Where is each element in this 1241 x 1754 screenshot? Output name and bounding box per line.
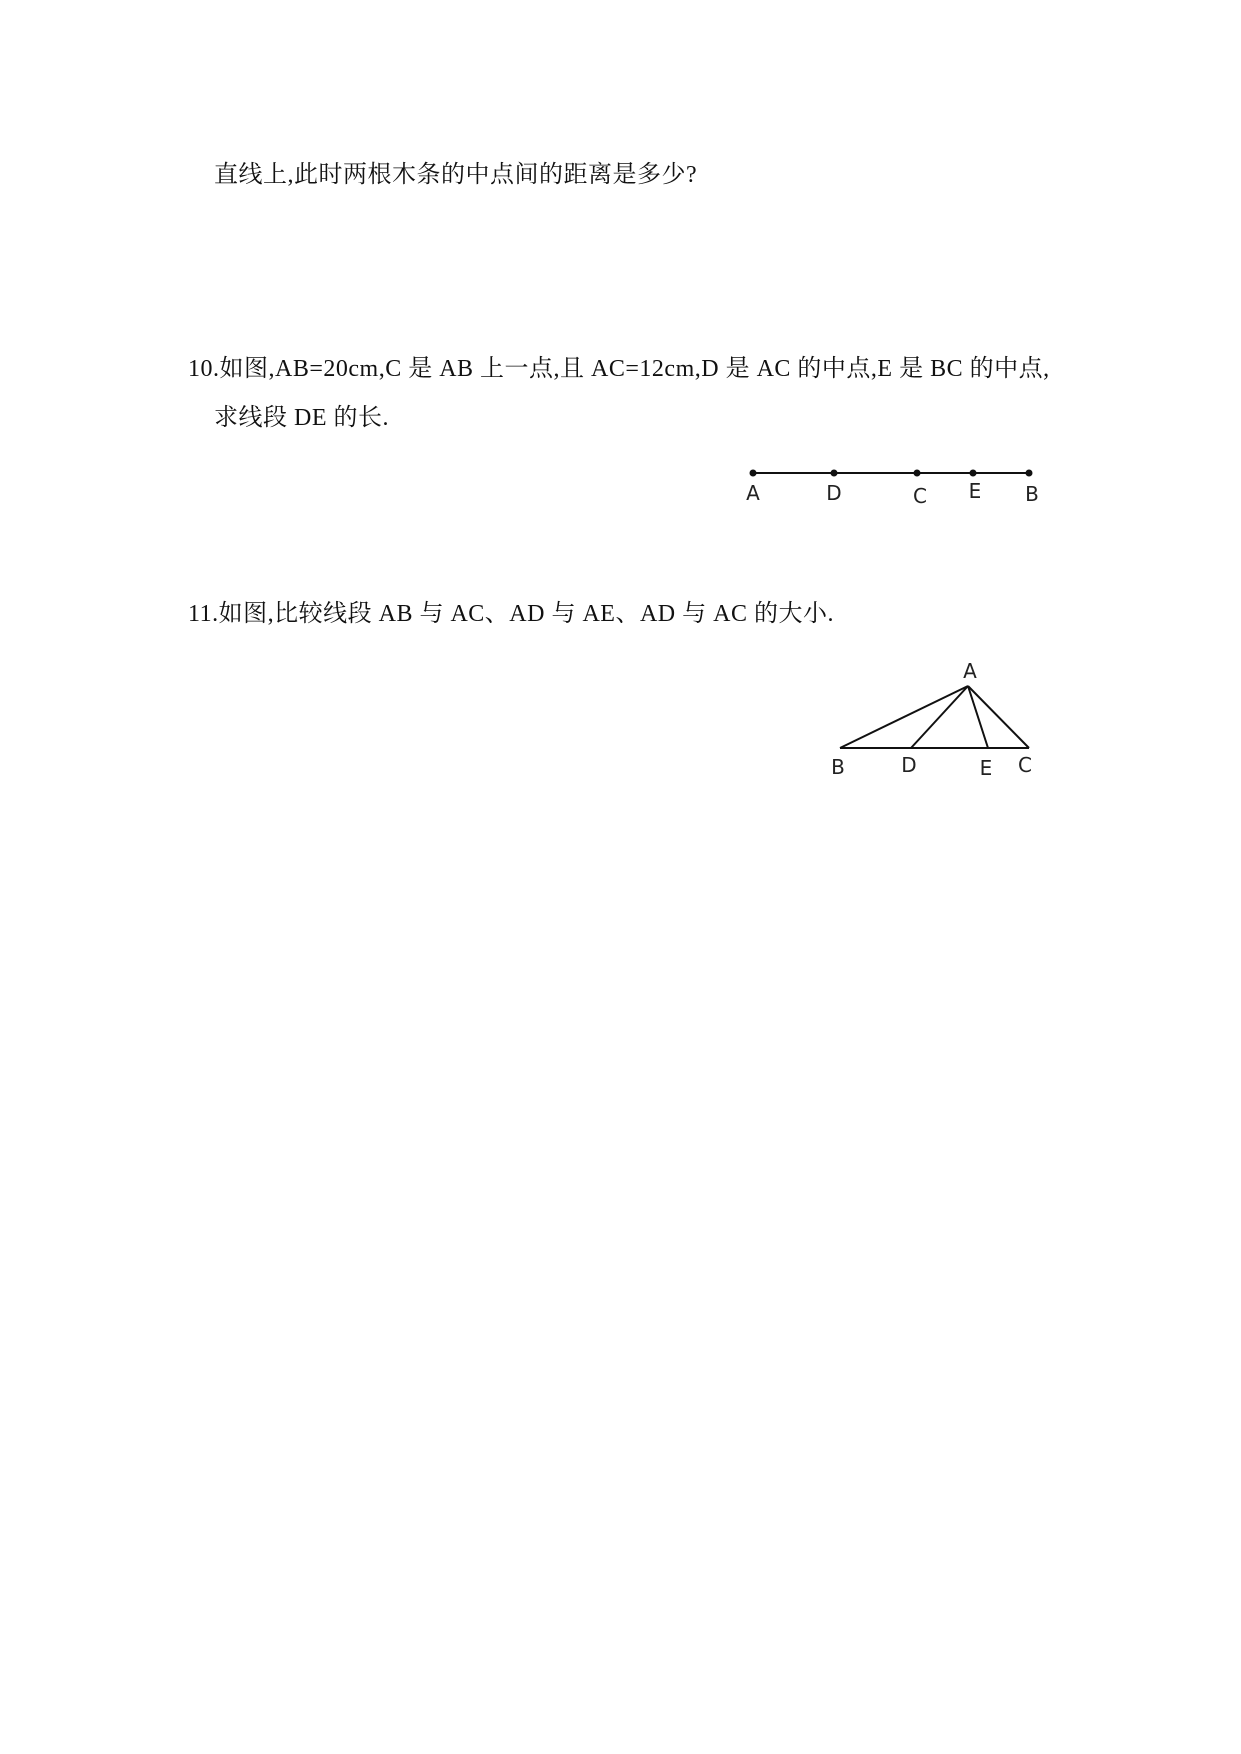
segment-ab: [840, 686, 968, 748]
problem10-segment-figure: [730, 455, 1050, 515]
label-c: C: [913, 484, 927, 508]
label-d: D: [901, 753, 917, 777]
point-e: [970, 470, 977, 477]
label-c: C: [1018, 753, 1032, 777]
point-b: [1026, 470, 1033, 477]
label-a: A: [746, 481, 760, 505]
label-b: B: [831, 755, 845, 779]
problem11-triangle-figure: [820, 650, 1050, 780]
point-d: [831, 470, 838, 477]
problem10-text-line2: 求线段 DE 的长.: [214, 405, 389, 431]
label-a: A: [963, 659, 977, 683]
problem9-continuation: 直线上,此时两根木条的中点间的距离是多少?: [214, 162, 698, 188]
label-b: B: [1025, 482, 1039, 506]
segment-ad: [911, 686, 968, 748]
point-c: [914, 470, 921, 477]
label-d: D: [826, 481, 842, 505]
point-a: [750, 470, 757, 477]
label-e: E: [968, 479, 982, 503]
label-e: E: [979, 756, 993, 780]
problem11-text: 11.如图,比较线段 AB 与 AC、AD 与 AE、AD 与 AC 的大小.: [188, 601, 834, 627]
problem10-text-line1: 10.如图,AB=20cm,C 是 AB 上一点,且 AC=12cm,D 是 AC 的中点,E 是 BC 的中点,: [188, 356, 1050, 382]
